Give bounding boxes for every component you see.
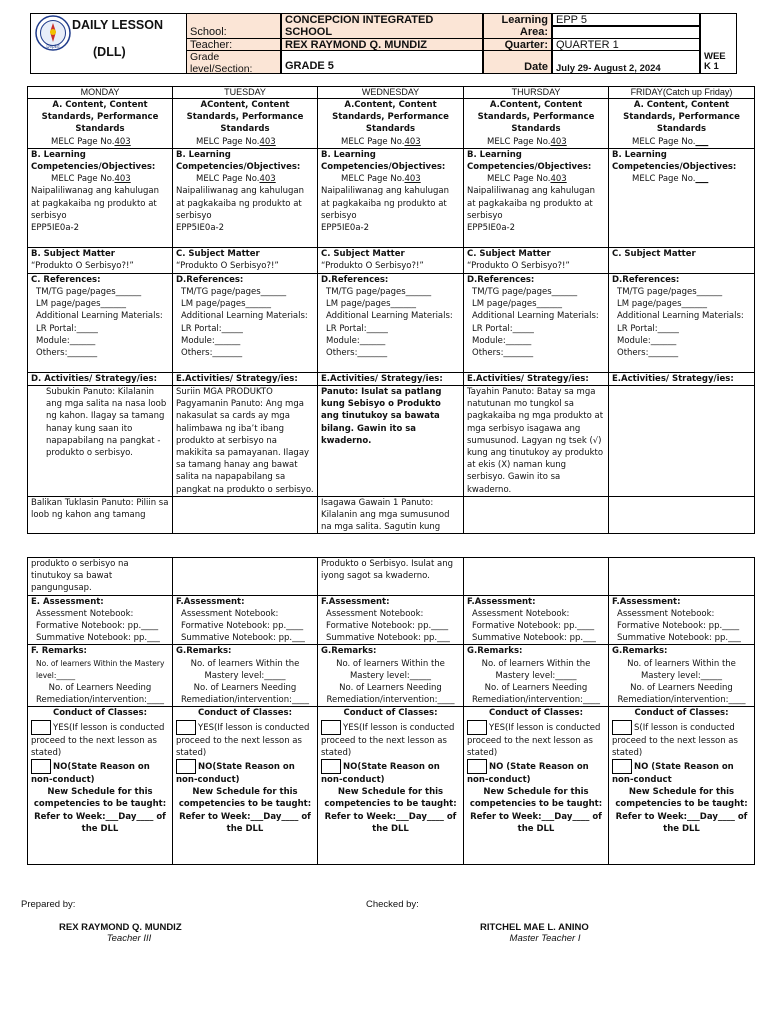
yes-checkbox[interactable] (176, 720, 196, 735)
activity-monday-cont2: produkto o serbisyo na tinutukoy sa bawat pangungusap. (28, 558, 173, 596)
remarks-title: G.Remarks: (467, 646, 523, 657)
objective-text: Naipaliliwanag ang kahulugan at pagkakaiba ng produkto at serbisyo (467, 186, 596, 221)
svg-text:DepEd: DepEd (46, 44, 60, 49)
assessment-lines (176, 608, 314, 645)
week-value: WEE K 1 (700, 13, 737, 74)
ref-others: Others:_______ (36, 348, 98, 359)
prepared-by-block (59, 922, 199, 944)
refer-to-week: Refer to Week:___Day____ of the DLL (470, 811, 602, 834)
ref-lm: LM page/pages______ (617, 299, 708, 310)
conduct-yes-option[interactable] (467, 720, 605, 759)
melc-page: 403 (114, 174, 131, 185)
subject-title: C. Subject Matter (321, 248, 405, 259)
ref-lr-portal: LR Portal:_____ (326, 323, 388, 334)
day-thursday: THURSDAY (464, 87, 609, 99)
competency-code: EPP5IE0a-2 (176, 223, 224, 234)
summative-notebook: Summative Notebook: pp.___ (181, 633, 305, 644)
conduct-title: Conduct of Classes: (197, 708, 293, 719)
references-cell (28, 273, 173, 372)
grade-value: GRADE 5 (281, 50, 483, 74)
subject-row (28, 247, 755, 273)
new-schedule-label: New Schedule for this competencies to be taught: (615, 787, 748, 810)
refer-to-week: Refer to Week:___Day____ of the DLL (615, 811, 748, 834)
conduct-no-option[interactable] (176, 759, 314, 786)
subject-cell (173, 247, 318, 273)
references-list (176, 286, 314, 359)
quarter-label: Quarter: (483, 38, 552, 51)
activity-monday-cont: Balikan Tuklasin Panuto: Piliin sa loob ng kahon ang tamang (28, 496, 173, 534)
yes-checkbox[interactable] (612, 720, 632, 735)
assessment-cell (609, 595, 755, 645)
activity-tuesday: Suriin MGA PRODUKTO Pagyamanin Panuto: Ang mga nakasulat sa cards ay mga halimbawa ng iba’t ibang produkto at serbisyo na makikita sa pamayanan. Ilagay sa tamang hanay ang bawat salita na napapabilang sa pangkat na produkto o serbisyo. (173, 386, 318, 497)
ref-module: Module:______ (326, 335, 386, 346)
yes-checkbox[interactable] (31, 720, 51, 735)
competency-code: EPP5IE0a-2 (321, 223, 369, 234)
references-list (612, 286, 751, 359)
melc-line (612, 173, 751, 185)
content-cell (609, 99, 755, 149)
checked-by-name: RITCHEL MAE L. ANINO (480, 922, 589, 933)
assessment-cell (464, 595, 609, 645)
subject-text: “Produkto O Serbisyo?!” (467, 261, 570, 272)
melc-prefix: MELC Page No. (51, 136, 115, 147)
activities-title: E.Activities/ Strategy/ies: (464, 372, 609, 385)
activity-friday-cont2 (609, 558, 755, 596)
references-title: C. References: (31, 274, 101, 285)
ref-lm: LM page/pages______ (36, 299, 127, 310)
objectives-title: B. Learning Competencies/Objectives: (31, 149, 156, 173)
melc-prefix: MELC Page No. (632, 136, 696, 147)
prepared-by-role: Teacher III (106, 933, 152, 944)
melc-line (31, 173, 169, 185)
day-monday: MONDAY (28, 87, 173, 99)
activity-thursday-cont2 (464, 558, 609, 596)
conduct-yes-option[interactable] (612, 720, 751, 759)
remarks-mastery: No. of learners Within the Mastery level:_____ (481, 658, 591, 681)
school-label: School: (186, 13, 281, 39)
refer-to-week: Refer to Week:___Day____ of the DLL (179, 811, 311, 834)
assessment-title: E. Assessment: (31, 596, 104, 607)
no-label: NO (State Reason on non-conduct (612, 762, 734, 786)
objectives-cell (609, 148, 755, 247)
dll-subtitle: (DLL) (93, 45, 126, 59)
activity-friday-cont (609, 496, 755, 534)
remarks-title: G.Remarks: (321, 646, 377, 657)
references-cell (609, 273, 755, 372)
conduct-no-option[interactable] (321, 759, 460, 786)
melc-line (31, 136, 169, 148)
objectives-title: B. Learning Competencies/Objectives: (467, 149, 592, 173)
no-checkbox[interactable] (176, 759, 196, 774)
activities-continued-row-2 (28, 558, 755, 596)
objectives-cell (173, 148, 318, 247)
references-cell (464, 273, 609, 372)
assessment-title: F.Assessment: (176, 596, 245, 607)
content-title: A.Content, Content Standards, Performance Standards (477, 100, 595, 135)
melc-line (321, 173, 460, 185)
formative-notebook: Formative Notebook: pp.____ (326, 621, 449, 632)
references-title: D.References: (321, 274, 389, 285)
new-schedule-label: New Schedule for this competencies to be taught: (324, 787, 457, 810)
competency-code: EPP5IE0a-2 (467, 223, 515, 234)
melc-line (176, 173, 314, 185)
no-checkbox[interactable] (467, 759, 487, 774)
melc-page: ___ (695, 136, 709, 147)
subject-cell (28, 247, 173, 273)
references-cell (318, 273, 464, 372)
melc-page: 403 (550, 136, 567, 147)
assessment-lines (612, 608, 751, 645)
activities-title: E.Activities/ Strategy/ies: (318, 372, 464, 385)
assessment-notebook: Assessment Notebook: (36, 608, 134, 619)
conduct-yes-option[interactable] (176, 720, 314, 759)
assessment-notebook: Assessment Notebook: (472, 608, 570, 619)
summative-notebook: Summative Notebook: pp.___ (617, 633, 741, 644)
ref-tm: TM/TG page/pages______ (326, 287, 432, 298)
subject-text: “Produkto O Serbisyo?!” (321, 261, 424, 272)
activities-title: E.Activities/ Strategy/ies: (609, 372, 755, 385)
references-row (28, 273, 755, 372)
conduct-cell (464, 707, 609, 865)
conduct-no-option[interactable] (612, 759, 751, 786)
subject-cell (609, 247, 755, 273)
ref-lr-portal: LR Portal:_____ (181, 323, 243, 334)
formative-notebook: Formative Notebook: pp.____ (181, 621, 304, 632)
content-title: AContent, Content Standards, Performance Standards (186, 100, 304, 135)
melc-prefix: MELC Page No. (51, 174, 115, 185)
melc-prefix: MELC Page No. (487, 136, 551, 147)
new-schedule-label: New Schedule for this competencies to be taught: (469, 787, 603, 810)
assessment-notebook: Assessment Notebook: (181, 608, 279, 619)
remarks-mastery: No. of learners Within the Mastery level:_____ (627, 658, 736, 681)
references-title: D.References: (176, 274, 244, 285)
conduct-title: Conduct of Classes: (52, 708, 148, 719)
ref-lr-portal: LR Portal:_____ (36, 323, 98, 334)
ref-lr-portal: LR Portal:_____ (472, 323, 534, 334)
objectives-row (28, 148, 755, 247)
remarks-title: F. Remarks: (31, 646, 87, 657)
remarks-cell (609, 645, 755, 707)
ref-others: Others:_______ (617, 348, 679, 359)
remarks-cell (173, 645, 318, 707)
summative-notebook: Summative Notebook: pp.___ (36, 633, 160, 644)
no-label: NO(State Reason on non-conduct) (31, 762, 150, 786)
melc-page: 403 (550, 174, 567, 185)
references-list (31, 286, 169, 359)
ref-additional: Additional Learning Materials: (36, 311, 163, 322)
activity-wednesday-cont: Isagawa Gawain 1 Panuto: Kilalanin ang mga sumusunod na mga salita. Sagutin kung (318, 496, 464, 534)
ref-tm: TM/TG page/pages______ (472, 287, 578, 298)
content-cell (318, 99, 464, 149)
conduct-cell (28, 707, 173, 865)
ref-tm: TM/TG page/pages______ (181, 287, 287, 298)
subject-text: “Produkto O Serbisyo?!” (31, 261, 134, 272)
remarks-title: G.Remarks: (176, 646, 232, 657)
ref-additional: Additional Learning Materials: (326, 311, 453, 322)
conduct-cell (609, 707, 755, 865)
assessment-title: F.Assessment: (467, 596, 536, 607)
activity-tuesday-cont2 (173, 558, 318, 596)
objectives-cell (318, 148, 464, 247)
yes-checkbox[interactable] (467, 720, 487, 735)
teacher-label: Teacher: (186, 38, 281, 51)
activity-friday (609, 386, 755, 497)
day-friday: FRIDAY(Catch up Friday) (609, 87, 755, 99)
references-cell (173, 273, 318, 372)
objectives-cell (464, 148, 609, 247)
no-checkbox[interactable] (31, 759, 51, 774)
remarks-row (28, 645, 755, 707)
date-label: Date (483, 50, 552, 74)
activity-tuesday-cont (173, 496, 318, 534)
objective-text: Naipaliliwanag ang kahulugan at pagkakaiba ng produkto at serbisyo (176, 186, 305, 221)
ref-others: Others:_______ (472, 348, 534, 359)
yes-label: YES(If lesson is conducted proceed to the next lesson as stated) (31, 722, 165, 758)
subject-title: C. Subject Matter (176, 248, 260, 259)
subject-title: B. Subject Matter (31, 248, 115, 259)
melc-line (176, 136, 314, 148)
checked-by-block (480, 922, 610, 944)
teacher-value: REX RAYMOND Q. MUNDIZ (281, 38, 483, 51)
melc-page: 403 (114, 136, 131, 147)
competency-code: EPP5IE0a-2 (31, 223, 79, 234)
dll-table-page1 (27, 86, 755, 534)
remarks-cell (318, 645, 464, 707)
conduct-title: Conduct of Classes: (343, 708, 438, 719)
content-cell (28, 99, 173, 149)
yes-label: S(If lesson is conducted proceed to the next lesson as stated) (612, 722, 738, 758)
activities-continued-row (28, 496, 755, 534)
objective-text: Naipaliliwanag ang kahulugan at pagkakaiba ng produkto at serbisyo (321, 186, 450, 221)
activities-title-row (28, 372, 755, 385)
day-header-row (28, 87, 755, 99)
references-list (467, 286, 605, 359)
activity-thursday-cont (464, 496, 609, 534)
remarks-cell (464, 645, 609, 707)
ref-additional: Additional Learning Materials: (181, 311, 308, 322)
remarks-remediation: No. of Learners Needing Remediation/intervention:____ (617, 683, 746, 706)
assessment-row (28, 595, 755, 645)
learning-area-label: Learning Area: (483, 13, 552, 39)
melc-prefix: MELC Page No. (196, 174, 260, 185)
subject-title: C. Subject Matter (612, 248, 696, 259)
subject-cell (318, 247, 464, 273)
conduct-no-option[interactable] (31, 759, 169, 786)
conduct-yes-option[interactable] (321, 720, 460, 759)
yes-label: YES(If lesson is conducted proceed to the next lesson as stated) (176, 722, 310, 758)
assessment-lines (31, 608, 169, 645)
melc-line (321, 136, 460, 148)
no-label: NO(State Reason on non-conduct) (321, 762, 440, 786)
melc-prefix: MELC Page No. (196, 136, 260, 147)
dll-title: DAILY LESSON (72, 18, 163, 32)
no-label: NO(State Reason on non-conduct) (176, 762, 295, 786)
remarks-mastery: No. of learners Within the Mastery level:_____ (36, 658, 165, 680)
ref-module: Module:______ (617, 335, 677, 346)
assessment-cell (318, 595, 464, 645)
grade-label: Grade level/Section: (186, 50, 281, 74)
melc-page: 403 (404, 174, 421, 185)
remarks-remediation: No. of Learners Needing Remediation/intervention:____ (326, 683, 455, 706)
activity-thursday: Tayahin Panuto: Batay sa mga natutunan mo tungkol sa pagkakaiba ng mga produkto at mga serbisyo isagawa ang sumusunod. Lagyan ng tsek (√) kung ang tinutukoy ay produkto at ekis (X) naman kung serbisyo. Gawin ito sa kwaderno. (464, 386, 609, 497)
new-schedule-label: New Schedule for this competencies to be taught: (33, 787, 167, 810)
remarks-remediation: No. of Learners Needing Remediation/intervention:____ (36, 683, 164, 706)
no-label: NO (State Reason on non-conduct) (467, 762, 589, 786)
formative-notebook: Formative Notebook: pp.____ (472, 621, 595, 632)
ref-others: Others:_______ (181, 348, 243, 359)
assessment-title: F.Assessment: (612, 596, 681, 607)
assessment-notebook: Assessment Notebook: (617, 608, 715, 619)
objectives-cell (28, 148, 173, 247)
melc-page: 403 (259, 136, 276, 147)
objective-text: Naipaliliwanag ang kahulugan at pagkakaiba ng produkto at serbisyo (31, 186, 160, 221)
assessment-title: F.Assessment: (321, 596, 390, 607)
prepared-by-name: REX RAYMOND Q. MUNDIZ (59, 922, 182, 933)
melc-prefix: MELC Page No. (341, 136, 405, 147)
references-list (321, 286, 460, 359)
formative-notebook: Formative Notebook: pp.____ (617, 621, 740, 632)
ref-tm: TM/TG page/pages______ (36, 287, 142, 298)
no-checkbox[interactable] (321, 759, 341, 774)
ref-lm: LM page/pages______ (472, 299, 563, 310)
yes-label: YES(If lesson is conducted proceed to the next lesson as stated) (467, 722, 601, 758)
melc-page: ___ (695, 174, 709, 185)
objectives-title: B. Learning Competencies/Objectives: (176, 149, 301, 173)
objectives-title: B. Learning Competencies/Objectives: (612, 149, 737, 173)
conduct-title: Conduct of Classes: (488, 708, 584, 719)
melc-line (467, 173, 605, 185)
subject-cell (464, 247, 609, 273)
objectives-title: B. Learning Competencies/Objectives: (321, 149, 446, 173)
conduct-no-option[interactable] (467, 759, 605, 786)
melc-line (467, 136, 605, 148)
melc-line (612, 136, 751, 148)
references-title: D.References: (612, 274, 680, 285)
day-tuesday: TUESDAY (173, 87, 318, 99)
melc-prefix: MELC Page No. (487, 174, 551, 185)
remarks-title: G.Remarks: (612, 646, 668, 657)
content-row (28, 99, 755, 149)
content-title: A.Content, Content Standards, Performance Standards (332, 100, 449, 135)
assessment-cell (173, 595, 318, 645)
school-value: CONCEPCION INTEGRATED SCHOOL (281, 13, 483, 39)
activities-title: D. Activities/ Strategy/ies: (28, 372, 173, 385)
assessment-lines (321, 608, 460, 645)
conduct-cell (318, 707, 464, 865)
ref-lr-portal: LR Portal:_____ (617, 323, 679, 334)
melc-prefix: MELC Page No. (341, 174, 405, 185)
assessment-cell (28, 595, 173, 645)
content-cell (464, 99, 609, 149)
assessment-lines (467, 608, 605, 645)
ref-tm: TM/TG page/pages______ (617, 287, 723, 298)
checked-by-label: Checked by: (366, 899, 419, 910)
subject-text: “Produkto O Serbisyo?!” (176, 261, 279, 272)
activity-monday: Subukin Panuto: Kilalanin ang mga salita na nasa loob ng kahon. Ilagay sa tamang hanay kung saan ito napapabilang na pangkat - produkto o serbisyo. (28, 386, 173, 497)
references-title: D.References: (467, 274, 535, 285)
quarter-value: QUARTER 1 (552, 38, 700, 51)
conduct-title: Conduct of Classes: (634, 708, 729, 719)
yes-checkbox[interactable] (321, 720, 341, 735)
remarks-remediation: No. of Learners Needing Remediation/intervention:____ (472, 683, 600, 706)
remarks-remediation: No. of Learners Needing Remediation/intervention:____ (181, 683, 309, 706)
summative-notebook: Summative Notebook: pp.___ (472, 633, 596, 644)
ref-lm: LM page/pages______ (181, 299, 272, 310)
checked-by-role: Master Teacher I (509, 933, 581, 944)
content-cell (173, 99, 318, 149)
remarks-mastery: No. of learners Within the Mastery level:_____ (190, 658, 300, 681)
activity-wednesday-cont2: Produkto o Serbisyo. Isulat ang iyong sagot sa kwaderno. (318, 558, 464, 596)
ref-additional: Additional Learning Materials: (472, 311, 599, 322)
day-wednesday: WEDNESDAY (318, 87, 464, 99)
activities-row (28, 386, 755, 497)
ref-module: Module:______ (472, 335, 532, 346)
refer-to-week: Refer to Week:___Day____ of the DLL (34, 811, 166, 834)
remarks-cell (28, 645, 173, 707)
ref-module: Module:______ (36, 335, 96, 346)
conduct-yes-option[interactable] (31, 720, 169, 759)
melc-prefix: MELC Page No. (632, 174, 696, 185)
formative-notebook: Formative Notebook: pp.____ (36, 621, 159, 632)
dll-table-page2 (27, 557, 755, 865)
melc-page: 403 (259, 174, 276, 185)
melc-page: 403 (404, 136, 421, 147)
ref-additional: Additional Learning Materials: (617, 311, 744, 322)
assessment-notebook: Assessment Notebook: (326, 608, 424, 619)
remarks-mastery: No. of learners Within the Mastery level:_____ (336, 658, 445, 681)
conduct-cell (173, 707, 318, 865)
summative-notebook: Summative Notebook: pp.___ (326, 633, 450, 644)
ref-others: Others:_______ (326, 348, 388, 359)
yes-label: YES(If lesson is conducted proceed to the next lesson as stated) (321, 722, 455, 758)
subject-title: C. Subject Matter (467, 248, 551, 259)
prepared-by-label: Prepared by: (21, 899, 76, 910)
activities-title: E.Activities/ Strategy/ies: (173, 372, 318, 385)
no-checkbox[interactable] (612, 759, 632, 774)
conduct-row (28, 707, 755, 865)
new-schedule-label: New Schedule for this competencies to be taught: (178, 787, 312, 810)
content-title: A. Content, Content Standards, Performance Standards (623, 100, 740, 135)
ref-module: Module:______ (181, 335, 241, 346)
date-value: July 29- August 2, 2024 (552, 50, 700, 74)
activity-wednesday: Panuto: Isulat sa patlang kung Sebisyo o Produkto ang tinutukoy sa bawata bilang. Gawin ito sa kwaderno. (318, 386, 464, 497)
refer-to-week: Refer to Week:___Day____ of the DLL (324, 811, 457, 834)
deped-seal-icon (35, 15, 71, 51)
learning-area-value: EPP 5 (552, 13, 700, 26)
content-title: A. Content, Content Standards, Performance Standards (41, 100, 159, 135)
ref-lm: LM page/pages______ (326, 299, 417, 310)
